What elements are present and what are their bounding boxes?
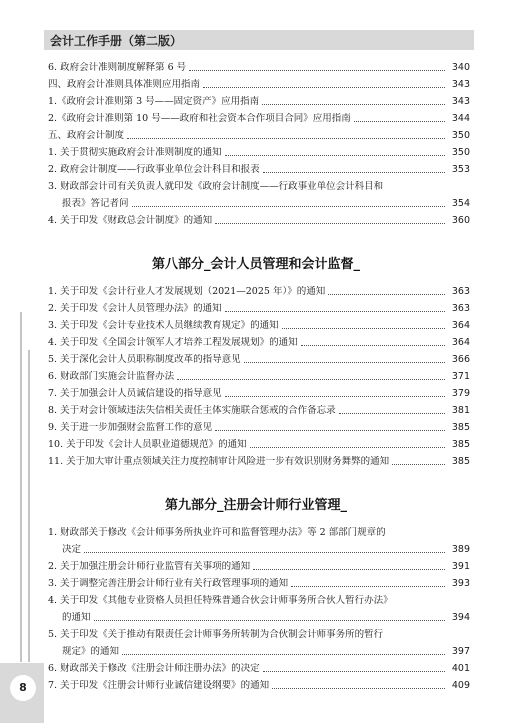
toc-entry-title: 2.《政府会计准则第 10 号——政府和社会资本合作项目合同》应用指南 xyxy=(48,113,351,124)
toc-entry[interactable] xyxy=(48,403,470,417)
toc-entry-page: 343 xyxy=(451,96,470,107)
running-header-title: 会计工作手册（第二版） xyxy=(50,34,183,48)
toc-entry-page: 340 xyxy=(451,62,470,73)
toc-entry-title: 五、政府会计制度 xyxy=(48,130,125,141)
toc-entry[interactable] xyxy=(48,94,470,108)
toc-entry[interactable] xyxy=(48,678,470,692)
toc-entry[interactable] xyxy=(48,213,470,227)
toc-entry[interactable] xyxy=(48,111,470,125)
toc-entry-page: 350 xyxy=(451,130,470,141)
toc-entry-title: 7. 关于印发《注册会计师行业诚信建设纲要》的通知 xyxy=(48,680,270,691)
toc-entry[interactable] xyxy=(48,437,470,451)
toc-entry-page: 394 xyxy=(451,612,470,623)
toc-entry-page: 391 xyxy=(451,561,470,572)
toc-entry-title: 4. 关于印发《财政总会计制度》的通知 xyxy=(48,215,213,226)
toc-entry-page: 350 xyxy=(451,147,470,158)
toc-entry-title: 4. 关于印发《全国会计领军人才培养工程发展规划》的通知 xyxy=(48,337,298,348)
toc-entry-title: 8. 关于对会计领域违法失信相关责任主体实施联合惩戒的合作备忘录 xyxy=(48,405,336,416)
toc-entry-title: 9. 关于进一步加强财会监督工作的意见 xyxy=(48,422,213,433)
toc-entry-page: 360 xyxy=(451,215,470,226)
toc-entry[interactable] xyxy=(48,593,470,607)
toc-entry-title: 11. 关于加大审计重点领域关注力度控制审计风险进一步有效识别财务舞弊的通知 xyxy=(48,456,390,467)
toc-entry[interactable] xyxy=(48,162,470,176)
toc-entry-page: 343 xyxy=(451,79,470,90)
toc-entry[interactable] xyxy=(48,284,470,298)
toc-entry-page: 364 xyxy=(451,337,470,348)
toc-entry[interactable] xyxy=(48,525,470,539)
toc-entry-page: 363 xyxy=(451,286,470,297)
toc-entry-continuation[interactable] xyxy=(62,196,470,210)
toc-entry[interactable] xyxy=(48,128,470,142)
toc-entry[interactable] xyxy=(48,661,470,675)
toc-entry-page: 381 xyxy=(451,405,470,416)
toc-entry-continuation[interactable] xyxy=(62,610,470,624)
toc-entry-title: 1. 关于贯彻实施政府会计准则制度的通知 xyxy=(48,147,222,158)
toc-entry-page: 363 xyxy=(451,303,470,314)
toc-entry-page: 385 xyxy=(451,439,470,450)
toc-entry-title: 6. 财政部门实施会计监督办法 xyxy=(48,371,175,382)
toc-entry-title: 6. 政府会计准则制度解释第 6 号 xyxy=(48,62,187,73)
toc-entry-page: 353 xyxy=(451,164,470,175)
toc-entry[interactable] xyxy=(48,386,470,400)
toc-entry-title: 1. 财政部关于修改《会计师事务所执业许可和监督管理办法》等 2 部部门规章的 xyxy=(48,527,386,538)
toc-entry-title: 2. 关于印发《会计人员管理办法》的通知 xyxy=(48,303,222,314)
toc-entry-title: 2. 政府会计制度——行政事业单位会计科目和报表 xyxy=(48,164,260,175)
toc-entry-page: 389 xyxy=(451,544,470,555)
toc-entry-title: 2. 关于加强注册会计师行业监管有关事项的通知 xyxy=(48,561,251,572)
toc-entry-title: 1.《政府会计准则第 3 号——固定资产》应用指南 xyxy=(48,96,260,107)
toc-entry-page: 409 xyxy=(451,680,470,691)
decorative-margin-line xyxy=(20,312,22,662)
toc-entry-page: 379 xyxy=(451,388,470,399)
toc-entry-page: 397 xyxy=(451,646,470,657)
toc-entry-title: 6. 财政部关于修改《注册会计师注册办法》的决定 xyxy=(48,663,260,674)
toc-entry[interactable] xyxy=(48,301,470,315)
toc-entry[interactable] xyxy=(48,454,470,468)
toc-entry[interactable] xyxy=(48,352,470,366)
toc-entry-page: 393 xyxy=(451,578,470,589)
toc-entry-page: 366 xyxy=(451,354,470,365)
toc-entry-title: 4. 关于印发《其他专业资格人员担任特殊普通合伙会计师事务所合伙人暂行办法》 xyxy=(48,595,393,606)
toc-entry-continuation[interactable] xyxy=(62,644,470,658)
toc-entry[interactable] xyxy=(48,318,470,332)
toc-entry[interactable] xyxy=(48,369,470,383)
page-number: 8 xyxy=(10,675,36,701)
toc-entry-page: 401 xyxy=(451,663,470,674)
toc-entry-title: 的通知 xyxy=(62,612,91,623)
toc-entry-title: 决定 xyxy=(62,544,82,555)
toc-entry-page: 354 xyxy=(451,198,470,209)
toc-entry-page: 344 xyxy=(451,113,470,124)
toc-entry-title: 报表》答记者问 xyxy=(62,198,129,209)
toc-entry[interactable] xyxy=(48,77,470,91)
toc-entry-title: 5. 关于印发《关于推动有限责任会计师事务所转制为合伙制会计师事务所的暂行 xyxy=(48,629,384,640)
toc-entry-title: 7. 关于加强会计人员诚信建设的指导意见 xyxy=(48,388,222,399)
toc-entry-title: 1. 关于印发《会计行业人才发展规划（2021—2025 年）》的通知 xyxy=(48,286,326,297)
toc-entry-continuation[interactable] xyxy=(62,542,470,556)
section-title: 第九部分_注册会计师行业管理_ xyxy=(164,498,347,513)
toc-entry-page: 371 xyxy=(451,371,470,382)
toc-entry-title: 10. 关于印发《会计人员职业道德规范》的通知 xyxy=(48,439,247,450)
toc-entry[interactable] xyxy=(48,420,470,434)
toc-entry-title: 规定》的通知 xyxy=(62,646,120,657)
toc-entry[interactable] xyxy=(48,179,470,193)
toc-entry-title: 3. 财政部会计司有关负责人就印发《政府会计制度——行政事业单位会计科目和 xyxy=(48,181,384,192)
toc-entry-title: 3. 关于调整完善注册会计师行业有关行政管理事项的通知 xyxy=(48,578,289,589)
toc-entry[interactable] xyxy=(48,576,470,590)
toc-entry-title: 5. 关于深化会计人员职称制度改革的指导意见 xyxy=(48,354,241,365)
toc-entry[interactable] xyxy=(48,627,470,641)
toc-entry[interactable] xyxy=(48,559,470,573)
toc-entry[interactable] xyxy=(48,145,470,159)
toc-entry[interactable] xyxy=(48,335,470,349)
section-title: 第八部分_会计人员管理和会计监督_ xyxy=(151,257,360,272)
toc-entry-page: 385 xyxy=(451,422,470,433)
toc-entry-page: 385 xyxy=(451,456,470,467)
toc-entry-title: 3. 关于印发《会计专业技术人员继续教育规定》的通知 xyxy=(48,320,279,331)
toc-entry[interactable] xyxy=(48,60,470,74)
toc-entry-title: 四、政府会计准则具体准则应用指南 xyxy=(48,79,201,90)
toc-entry-page: 364 xyxy=(451,320,470,331)
